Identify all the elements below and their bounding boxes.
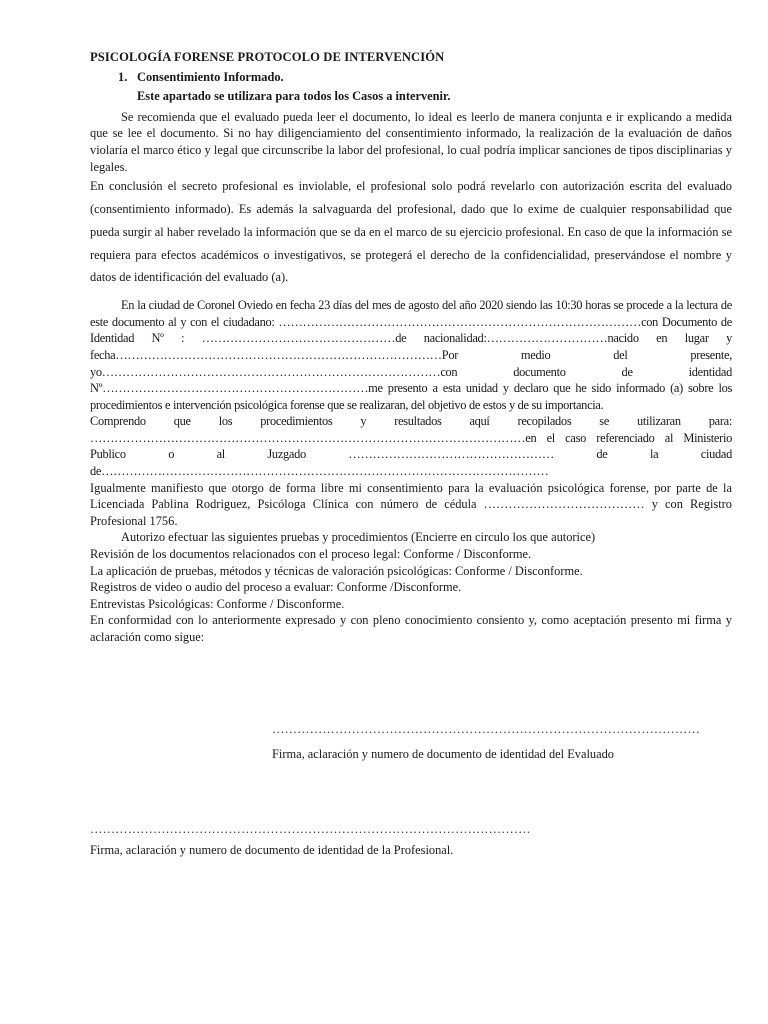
list-item: Entrevistas Psicológicas: Conforme / Disconforme. <box>90 596 345 611</box>
procedures-list <box>90 546 732 612</box>
paragraph-comprendo: Comprendo que los procedimientos y resultados aquí recopilados se utilizaran para: ………………………………………………………………………………………………en el caso referenciado al Ministerio Publico o al Juzgado …………………………………………… de la ciudad de………………………………………………………………………………………………… <box>90 414 732 479</box>
list-item: La aplicación de pruebas, métodos y técnicas de valoración psicológicas: Conforme / Disconforme. <box>90 563 583 578</box>
paragraph-autorizo: Autorizo efectuar las siguientes pruebas y procedimientos (Encierre en circulo los que autorice) <box>121 530 596 545</box>
section-number: 1. <box>118 69 128 84</box>
signature-block-profesional <box>90 821 550 858</box>
signature-label-evaluado: Firma, aclaración y numero de documento de identidad del Evaluado <box>272 746 615 761</box>
section-title: Consentimiento Informado. <box>137 69 284 84</box>
paragraph-datos-evaluado: En la ciudad de Coronel Oviedo en fecha 23 días del mes de agosto del año 2020 siendo las 10:30 horas se procede a la lectura de este documento al y con el ciudadano: ………………………………………………………………………………con Documento de Identidad Nº : …………………………………………de nacionalidad:…………………………nacido en lugar y fecha………………………………………………………………………Por medio del presente, yo…………………………………………………………………………con documento de identidad Nº…………………………………………………………me presento a esta unidad y declaro que he sido informado (a) sobre los procedimientos e intervención psicológica forense que se realizaran, del objetivo de estos y de su importancia. <box>90 298 732 412</box>
signature-block-evaluado <box>272 721 732 762</box>
signature-label-profesional: Firma, aclaración y numero de documento de identidad de la Profesional. <box>90 842 454 857</box>
paragraph-consentimiento: Igualmente manifiesto que otorgo de forma libre mi consentimiento para la evaluación psicológica forense, por parte de la Licenciada Pablina Rodriguez, Psicóloga Clínica con número de cédula ………………………………… y con Registro Profesional 1756. <box>90 480 732 528</box>
document-page <box>90 49 732 857</box>
paragraph-secreto-profesional: En conclusión el secreto profesional es inviolable, el profesional solo podrá revelarlo con autorización escrita del evaluado (consentimiento informado). Es además la salvaguarda del profesional, dado que lo exime de cualquier responsabilidad que pueda surgir al haber revelado la información que se da en el marco de su ejercicio profesional. En caso de que la información se requiera para efectos académicos o investigativos, se protegerá el derecho de la confidencialidad, preservándose el nombre y datos de identificación del evaluado (a). <box>90 179 732 285</box>
signature-line-evaluado: ………………………………………………………………………………………… <box>272 722 701 736</box>
section-subheading: Este apartado se utilizara para todos los Casos a intervenir. <box>137 89 451 104</box>
signature-line-profesional: …………………………………………………………………………………………… <box>90 822 531 836</box>
paragraph-intro: Se recomienda que el evaluado pueda leer el documento, lo ideal es leerlo de manera conjunta e ir explicando a medida que se lee el documento. Si no hay diligenciamiento del consentimiento informado, la realización de la evaluación de daños violaría el marco ético y legal que circunscribe la labor del profesional, lo cual podría implicar sanciones de tipos disciplinarias y legales. <box>90 109 732 174</box>
section-heading <box>118 69 732 86</box>
list-item: Registros de video o audio del proceso a evaluar: Conforme /Disconforme. <box>90 580 462 595</box>
document-title: PSICOLOGÍA FORENSE PROTOCOLO DE INTERVENCIÓN <box>90 50 445 64</box>
paragraph-conformidad: En conformidad con lo anteriormente expresado y con pleno conocimiento consiento y, como aceptación presento mi firma y aclaración como sigue: <box>90 613 732 645</box>
list-item: Revisión de los documentos relacionados con el proceso legal: Conforme / Disconforme. <box>90 547 532 562</box>
